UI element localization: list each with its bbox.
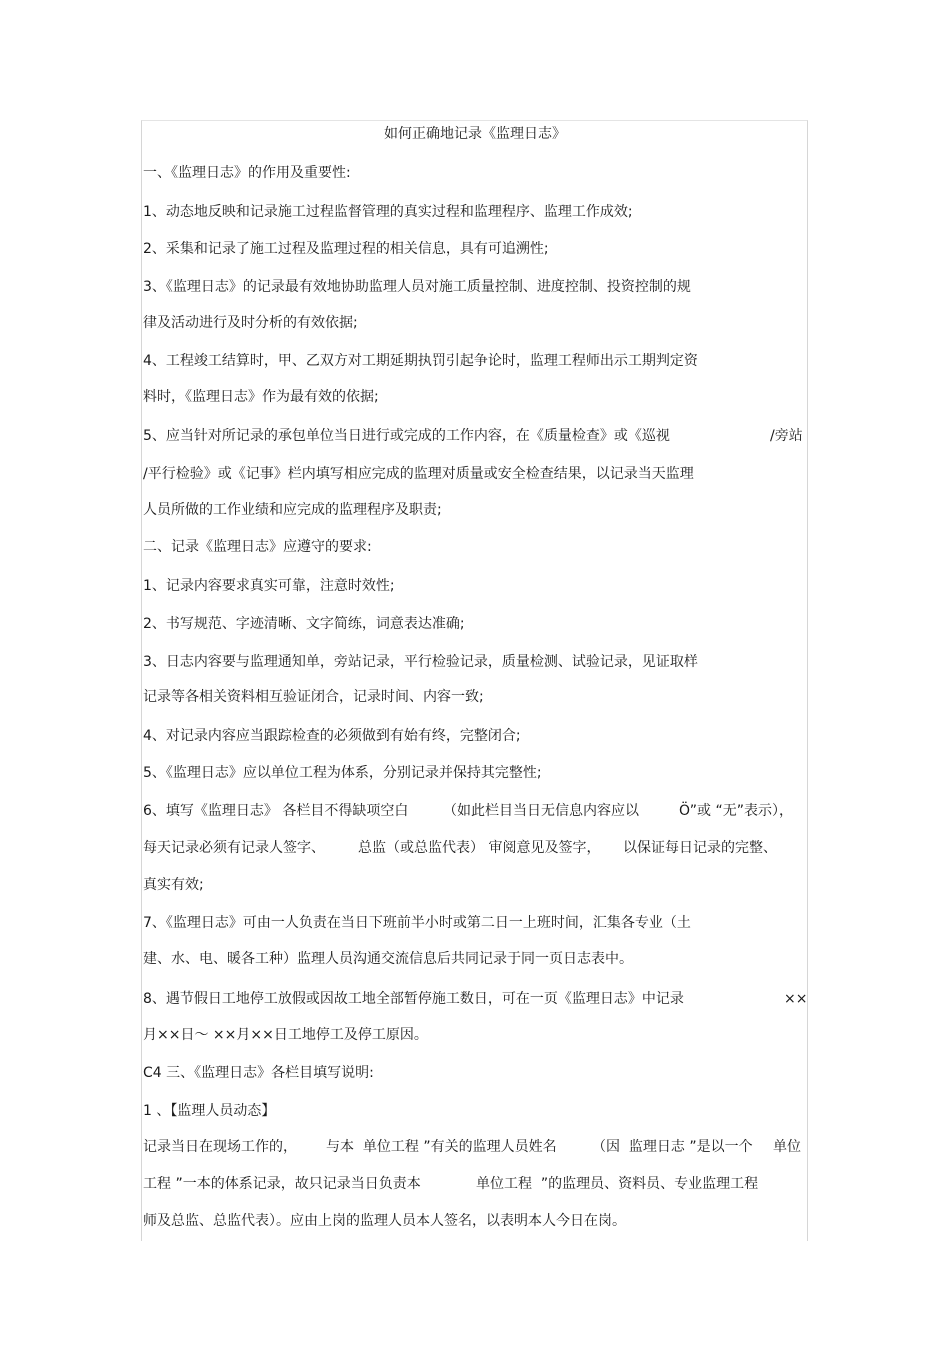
paragraph-2-3b: 记录等各相关资料相互验证闭合，记录时间、内容一致; [143,689,484,705]
paragraph-2-8a-right: ×× [784,991,808,1007]
paragraph-2-6c: 真实有效; [143,877,204,893]
paragraph-1-5a: 5、应当针对所记录的承包单位当日进行或完成的工作内容，在《质量检查》或《巡视 [143,428,670,444]
paragraph-1-4b: 料时，《监理日志》作为最有效的依据; [143,389,379,405]
paragraph-2-6b-part1: 每天记录必须有记录人签字、 [143,840,325,856]
page-title: 如何正确地记录《监理日志》 [384,126,566,142]
paragraph-2-5: 5、《监理日志》应以单位工程为体系，分别记录并保持其完整性; [143,765,542,781]
paragraph-3-2-part2: 单位工程 ”的监理员、资料员、专业监理工程 [476,1176,759,1192]
paragraph-2-8b: 月××日～ ××月××日工地停工及停工原因。 [143,1027,428,1043]
paragraph-2-6a-part2: （如此栏目当日无信息内容应以 [443,803,639,819]
paragraph-1-3a: 3、《监理日志》的记录最有效地协助监理人员对施工质量控制、进度控制、投资控制的规 [143,279,691,295]
section-heading-2: 二、记录《监理日志》应遵守的要求: [143,539,372,555]
section-heading-1: 一、《监理日志》的作用及重要性: [143,165,351,181]
paragraph-1-4a: 4、工程竣工结算时，甲、乙双方对工期延期执罚引起争论时，监理工程师出示工期判定资 [143,353,698,369]
paragraph-2-6a-part3: Ö”或 “无”表示）， [679,803,793,819]
paragraph-2-6b-part2: 总监（或总监代表） 审阅意见及签字， [358,840,601,856]
paragraph-3-1-part2: 与本 单位工程 ”有关的监理人员姓名 [326,1139,557,1155]
section-heading-3: C4 三、《监理日志》各栏目填写说明: [143,1065,374,1081]
paragraph-2-6b-part3: 以保证每日记录的完整、 [623,840,777,856]
paragraph-1-3b: 律及活动进行及时分析的有效依据; [143,315,358,331]
paragraph-2-7a: 7、《监理日志》可由一人负责在当日下班前半小时或第二日一上班时间，汇集各专业（土 [143,915,691,931]
paragraph-1-5a-right: /旁站 [770,428,803,444]
item-3-1-heading: 1 、【监理人员动态】 [143,1103,276,1119]
paragraph-2-3a: 3、日志内容要与监理通知单，旁站记录，平行检验记录，质量检测、试验记录，见证取样 [143,654,698,670]
paragraph-2-7b: 建、水、电、暖各工种）监理人员沟通交流信息后共同记录于同一页日志表中。 [143,951,633,967]
paragraph-2-6a-part1: 6、填写《监理日志》 各栏目不得缺项空白 [143,803,409,819]
paragraph-3-1-part1: 记录当日在现场工作的， [143,1139,297,1155]
paragraph-1-1: 1、动态地反映和记录施工过程监督管理的真实过程和监理程序、监理工作成效; [143,204,633,220]
paragraph-2-2: 2、书写规范、字迹清晰、文字简练，词意表达准确; [143,616,465,632]
paragraph-3-1-part3: （因 监理日志 ”是以一个 [592,1139,753,1155]
paragraph-2-4: 4、对记录内容应当跟踪检查的必须做到有始有终，完整闭合; [143,728,521,744]
paragraph-1-2: 2、采集和记录了施工过程及监理过程的相关信息，具有可追溯性; [143,241,549,257]
paragraph-1-5c: 人员所做的工作业绩和应完成的监理程序及职责; [143,502,442,518]
paragraph-1-5b: /平行检验》或《记事》栏内填写相应完成的监理对质量或安全检查结果，以记录当天监理 [143,466,694,482]
paragraph-3-2-part1: 工程 ”一本的体系记录，故只记录当日负责本 [143,1176,421,1192]
paragraph-2-8a: 8、遇节假日工地停工放假或因故工地全部暂停施工数日，可在一页《监理日志》中记录 [143,991,684,1007]
paragraph-3-3: 师及总监、总监代表）。应由上岗的监理人员本人签名，以表明本人今日在岗。 [143,1213,626,1229]
paragraph-2-1: 1、记录内容要求真实可靠，注意时效性; [143,578,395,594]
paragraph-3-1-part4: 单位 [773,1139,801,1155]
